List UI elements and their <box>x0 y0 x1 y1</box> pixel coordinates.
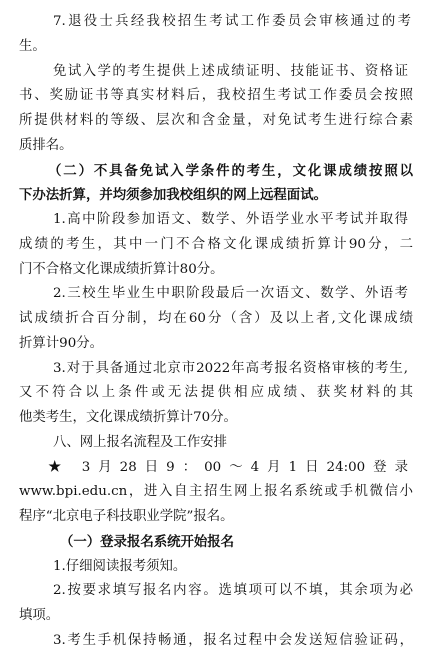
doc-line-9: 1.高中阶段参加语文、数学、外语学业水平考试并取得 <box>53 212 408 227</box>
doc-line-3: 免试入学的考生提供上述成绩证明、技能证书、资格证 <box>53 64 408 79</box>
doc-line-16: 又不符合以上条件或无法提供相应成绩、获奖材料的其 <box>19 385 413 400</box>
doc-line-24: 2.按要求填写报名内容。选填项可以不填，其余项为必 <box>53 583 413 598</box>
doc-line-10: 成绩的考生，其中一门不合格文化课成绩折算计90分，二 <box>19 237 413 252</box>
doc-line-1: 7.退役士兵经我校招生考试工作委员会审核通过的考 <box>53 14 411 29</box>
doc-line-11: 门不合格文化课成绩折算计80分。 <box>19 262 224 277</box>
doc-line-4: 书、奖励证书等真实材料后，我校招生考试工作委员会按照 <box>19 88 413 103</box>
doc-line-2: 生。 <box>19 39 46 54</box>
schedule-line: ★ 3月28日9：00～4月1日24:00登录 <box>48 460 408 475</box>
doc-line-17: 他类考生，文化课成绩折算计70分。 <box>19 410 237 425</box>
doc-line-21: 程序“北京电子科技职业学院”报名。 <box>19 509 234 524</box>
doc-line-5: 所提供材料的等级、层次和含金量，对免试考生进行综合素 <box>19 113 413 128</box>
doc-line-25: 填项。 <box>19 608 60 623</box>
doc-line-13: 试成绩折合百分制，均在60分（含）及以上者,文化课成绩 <box>19 311 413 326</box>
website-line: www.bpi.edu.cn，进入自主招生网上报名系统或手机微信小 <box>19 484 413 499</box>
doc-line-6: 质排名。 <box>19 138 73 153</box>
doc-line-12: 2.三校生毕业生中职阶段最后一次语文、数学、外语考 <box>53 286 408 301</box>
section-heading-2-line-1: （二）不具备免试入学条件的考生，文化课成绩按照以 <box>48 163 413 179</box>
section-heading-8: 八、网上报名流程及工作安排 <box>53 435 228 450</box>
doc-line-23: 1.仔细阅读报考须知。 <box>53 559 187 574</box>
doc-line-26: 3.考生手机保持畅通，报名过程中会发送短信验证码， <box>53 633 413 648</box>
subsection-heading-1: （一）登录报名系统开始报名 <box>60 534 235 550</box>
doc-line-15: 3.对于具备通过北京市2022年高考报名资格审核的考生, <box>53 361 408 376</box>
doc-line-14: 折算计90分。 <box>19 336 103 351</box>
section-heading-2-line-2: 下办法折算，并均须参加我校组织的网上远程面试。 <box>19 187 327 203</box>
